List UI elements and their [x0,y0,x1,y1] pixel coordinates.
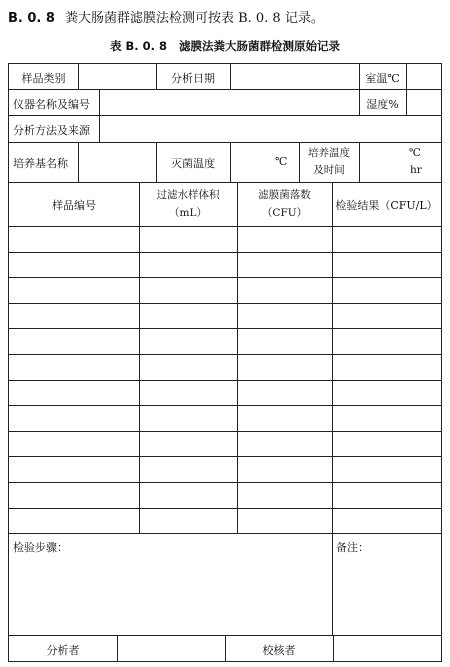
row-divider [9,380,441,381]
record-form [8,63,442,662]
clause-number: B. 0. 8 [8,11,55,26]
culture-temp-unit: ℃ [409,147,421,159]
sample-type-label: 样品类别 [21,72,66,85]
steps-label: 检验步骤： [13,541,68,554]
remarks-label: 备注： [336,541,369,554]
row-divider [9,142,441,143]
analyst-label: 分析者 [46,644,80,657]
row-divider [9,533,441,534]
sample-no-header: 样品编号 [52,199,96,212]
row-divider [9,431,441,432]
colonies-header: 滤膜菌落数 [258,189,311,201]
row-divider [9,89,441,90]
row-divider [9,482,441,483]
row-divider [9,226,441,227]
row-divider [9,405,441,406]
col-divider [99,89,100,115]
col-divider [139,182,140,533]
row-divider [9,354,441,355]
col-divider [332,182,333,533]
row-divider [9,456,441,457]
row-divider [9,252,441,253]
col-divider [117,635,118,662]
col-divider [406,64,407,89]
row-divider [9,115,441,116]
col-divider [237,182,238,533]
colonies-unit-header: （CFU） [261,207,308,219]
clause-text: 粪大肠菌群滤膜法检测可按表 B. 0. 8 记录。 [64,11,324,26]
volume-header: 过滤水样体积 [156,189,220,201]
col-divider [230,64,231,89]
col-divider [333,635,334,662]
col-divider [359,142,360,182]
clause-heading [8,7,324,26]
volume-unit-header: （mL） [169,207,207,219]
row-divider [9,328,441,329]
room-temp-label: 室温℃ [365,72,400,85]
col-divider [99,115,100,142]
medium-name-label: 培养基名称 [13,157,68,170]
analysis-date-label: 分析日期 [171,72,215,85]
culture-time-label: 及时间 [313,164,345,176]
row-divider [9,277,441,278]
col-divider [230,142,231,182]
table-caption-number: 表 B. 0. 8 [109,39,168,53]
table-caption [0,38,450,54]
sterilize-unit: ℃ [275,155,288,168]
sterilize-temp-label: 灭菌温度 [171,157,215,170]
row-divider [9,182,441,183]
row-divider [9,508,441,509]
table-caption-title: 滤膜法粪大肠菌群检测原始记录 [179,39,341,53]
culture-temp-label: 培养温度 [308,147,350,159]
col-divider [332,533,333,635]
col-divider [406,89,407,115]
checker-label: 校核者 [262,644,296,657]
row-divider [9,303,441,304]
col-divider [78,64,79,89]
culture-time-unit: hr [410,164,422,176]
result-header: 检验结果（CFU/L） [335,199,438,212]
method-source-label: 分析方法及来源 [13,124,90,137]
col-divider [78,142,79,182]
instrument-label: 仪器名称及编号 [13,98,90,111]
humidity-label: 湿度% [366,98,399,111]
